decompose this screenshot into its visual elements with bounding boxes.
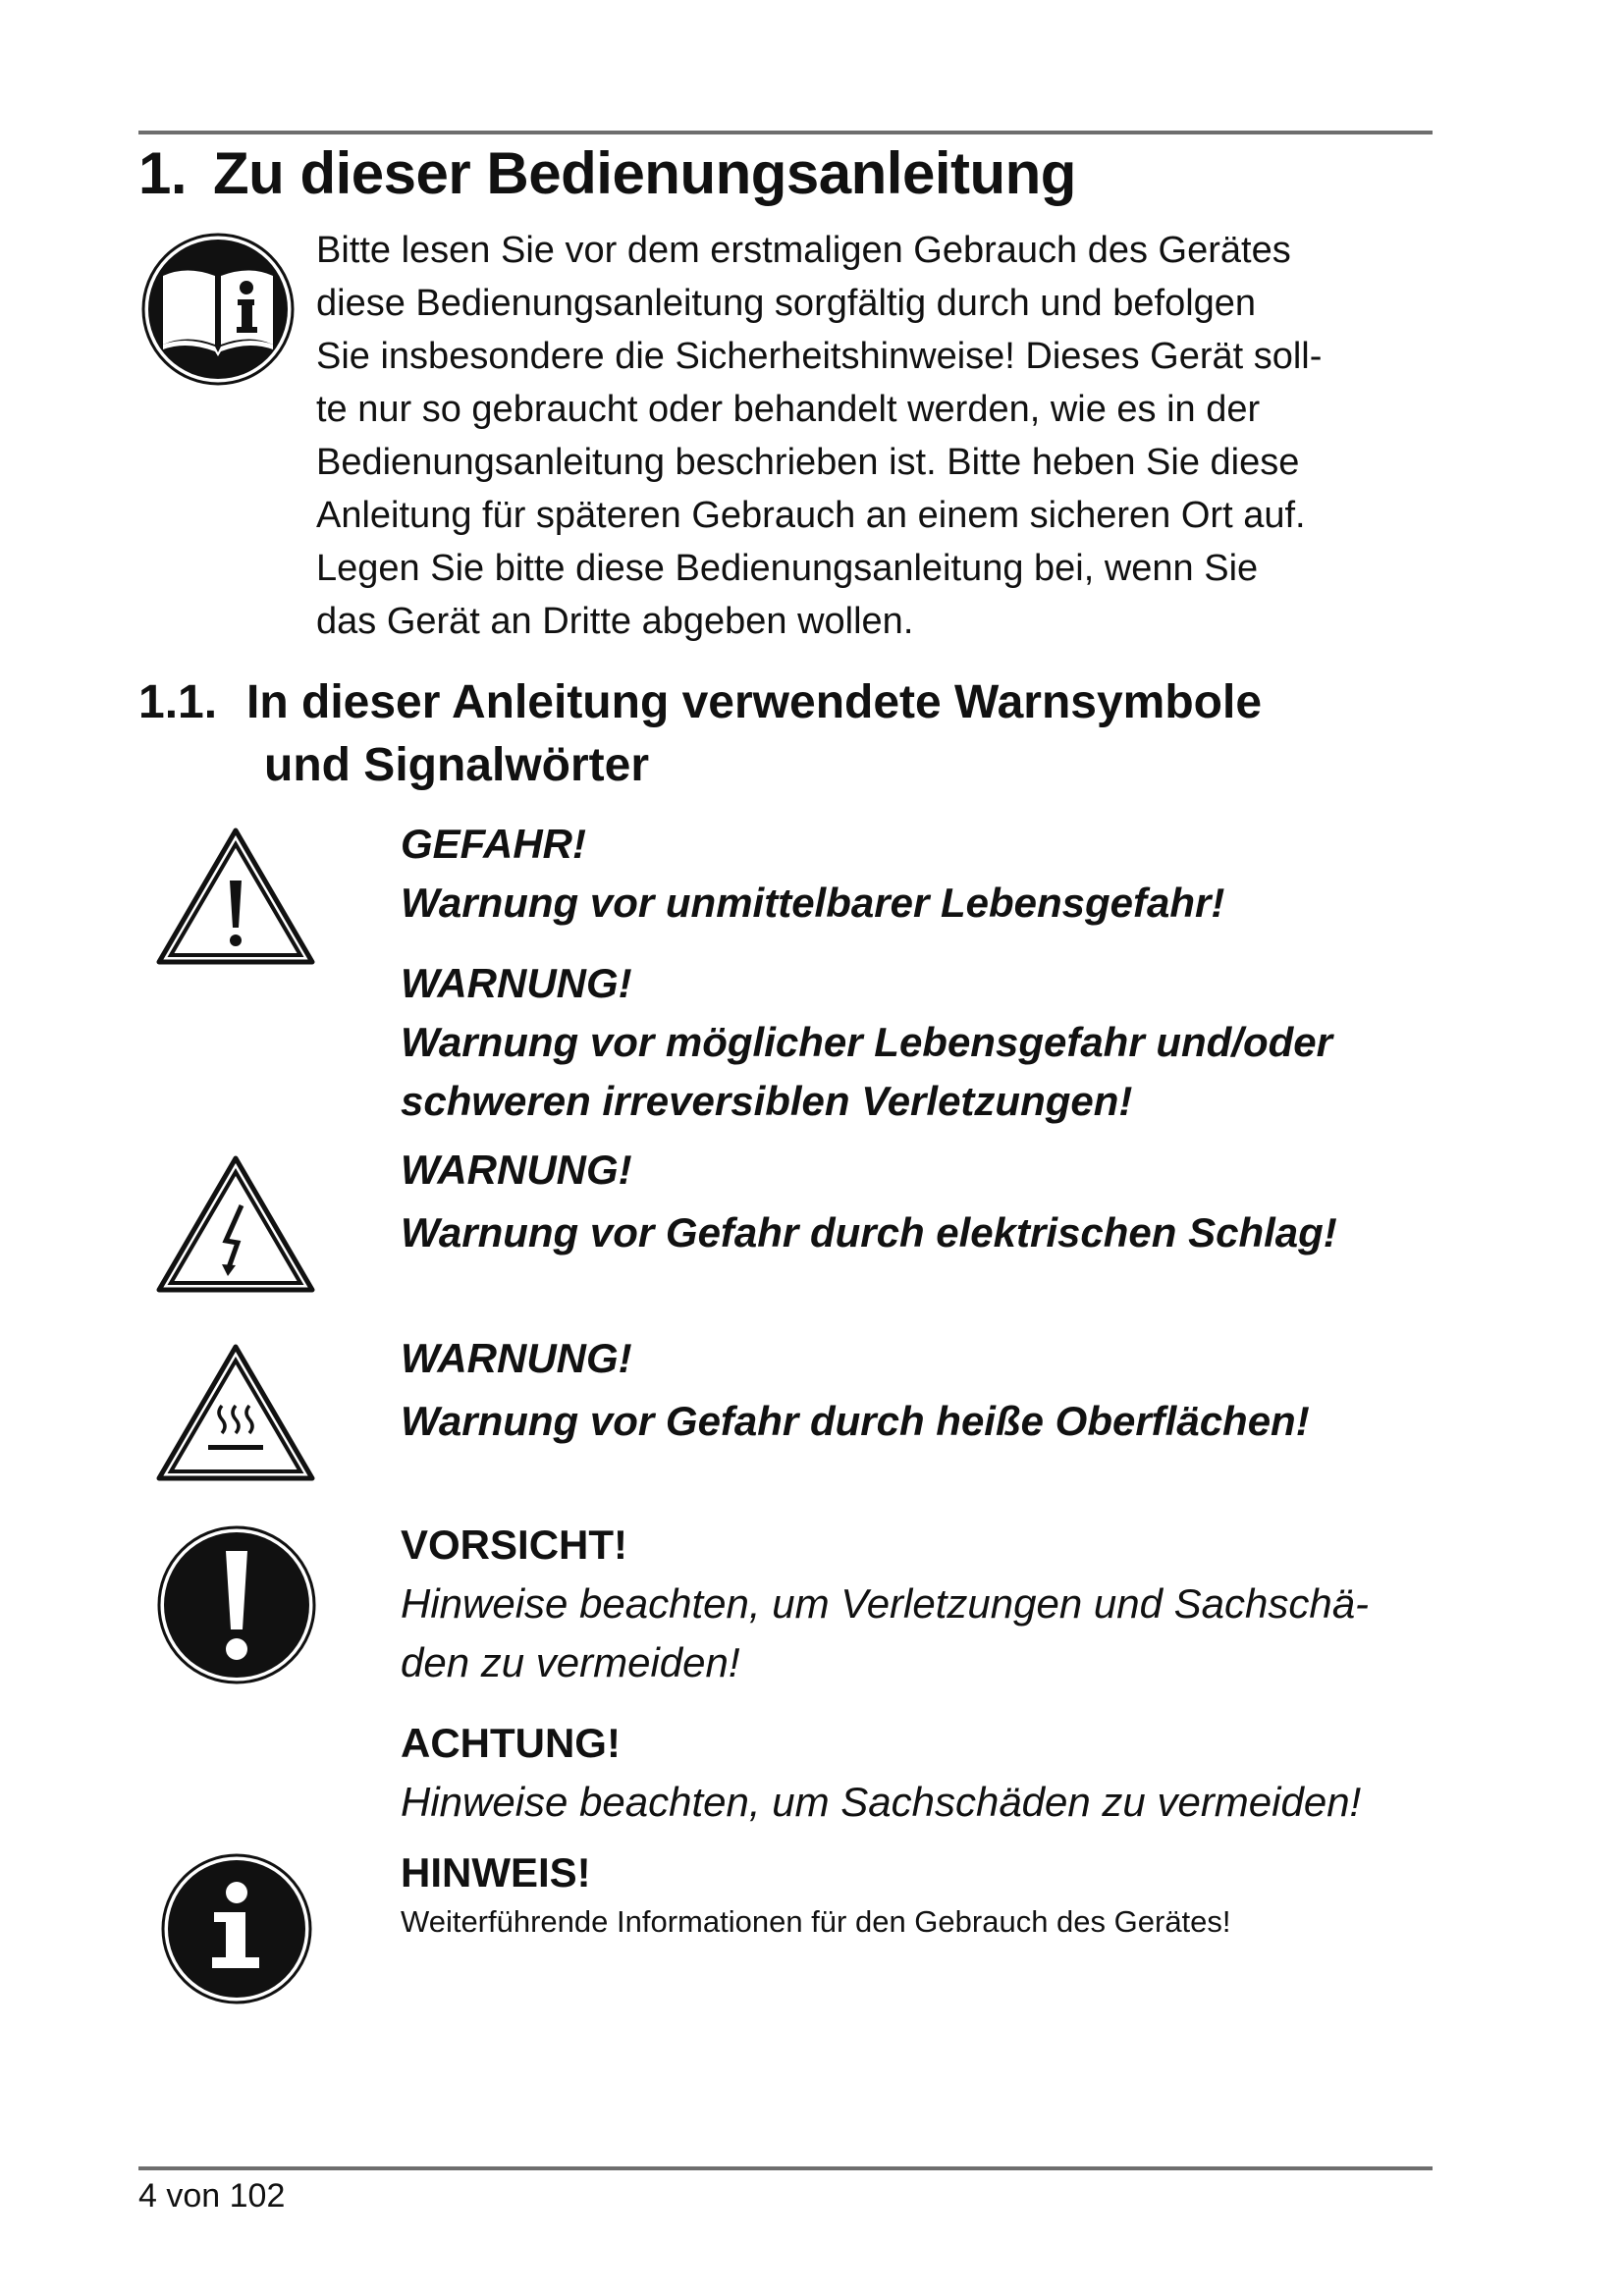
signal-label: WARNUNG! [401,1335,632,1381]
signal-block-vorsicht [401,1516,1369,1692]
info-circle-icon [161,1853,312,2004]
warning-triangle-hot-surface-icon [155,1343,316,1482]
warning-triangle-electric-icon [155,1154,316,1294]
intro-paragraph [316,224,1435,648]
signal-label: WARNUNG! [401,1147,632,1193]
intro-line: Bedienungsanleitung beschrieben ist. Bitte heben Sie diese [316,442,1300,483]
signal-label: WARNUNG! [401,960,632,1006]
top-rule [138,131,1433,134]
caution-circle-exclamation-icon [157,1525,316,1684]
intro-line: Bitte lesen Sie vor dem erstmaligen Gebrauch des Gerätes [316,230,1291,271]
signal-text: schweren irreversiblen Verletzungen! [401,1078,1133,1124]
signal-text: Warnung vor möglicher Lebensgefahr und/oder [401,1019,1332,1065]
signal-label: ACHTUNG! [401,1720,621,1766]
signal-text: Warnung vor unmittelbarer Lebensgefahr! [401,880,1225,926]
signal-block-gefahr [401,815,1224,933]
page-number: 4 von 102 [138,2177,286,2215]
signal-block-hinweis [401,1843,1231,1942]
intro-line: diese Bedienungsanleitung sorgfältig durch und befolgen [316,283,1257,324]
intro-line: Sie insbesondere die Sicherheitshinweise! Dieses Gerät soll- [316,336,1323,377]
signal-text: Warnung vor Gefahr durch elektrischen Schlag! [401,1209,1337,1255]
section-number: 1. [138,140,188,206]
signal-block-warnung-life [401,954,1332,1131]
signal-label: VORSICHT! [401,1522,627,1568]
signal-text: Hinweise beachten, um Verletzungen und Sachschä- [401,1580,1370,1627]
signal-text: Warnung vor Gefahr durch heiße Oberflächen! [401,1398,1310,1444]
signal-block-warnung-hot [401,1327,1310,1453]
signal-text: Weiterführende Informationen für den Gebrauch des Gerätes! [401,1904,1231,1939]
section-title: Zu dieser Bedienungsanleitung [213,140,1076,206]
bottom-rule [138,2166,1433,2170]
subsection-title-line2: und Signalwörter [264,739,650,791]
manual-info-icon [141,233,295,386]
subsection-heading [138,671,1262,797]
signal-text: Hinweise beachten, um Sachschäden zu vermeiden! [401,1779,1362,1825]
signal-block-achtung [401,1714,1361,1832]
intro-line: Anleitung für späteren Gebrauch an einem sicheren Ort auf. [316,495,1306,536]
warning-triangle-exclamation-icon [155,827,316,966]
signal-label: GEFAHR! [401,821,586,867]
intro-line: das Gerät an Dritte abgeben wollen. [316,601,914,642]
intro-line: Legen Sie bitte diese Bedienungsanleitung bei, wenn Sie [316,548,1259,589]
signal-label: HINWEIS! [401,1849,591,1896]
signal-block-warnung-electric [401,1139,1337,1264]
signal-text: den zu vermeiden! [401,1639,740,1685]
subsection-title-line1: In dieser Anleitung verwendete Warnsymbole [246,676,1263,728]
section-heading [138,139,1076,207]
intro-line: te nur so gebraucht oder behandelt werden, wie es in der [316,389,1261,430]
subsection-number: 1.1. [138,676,218,728]
